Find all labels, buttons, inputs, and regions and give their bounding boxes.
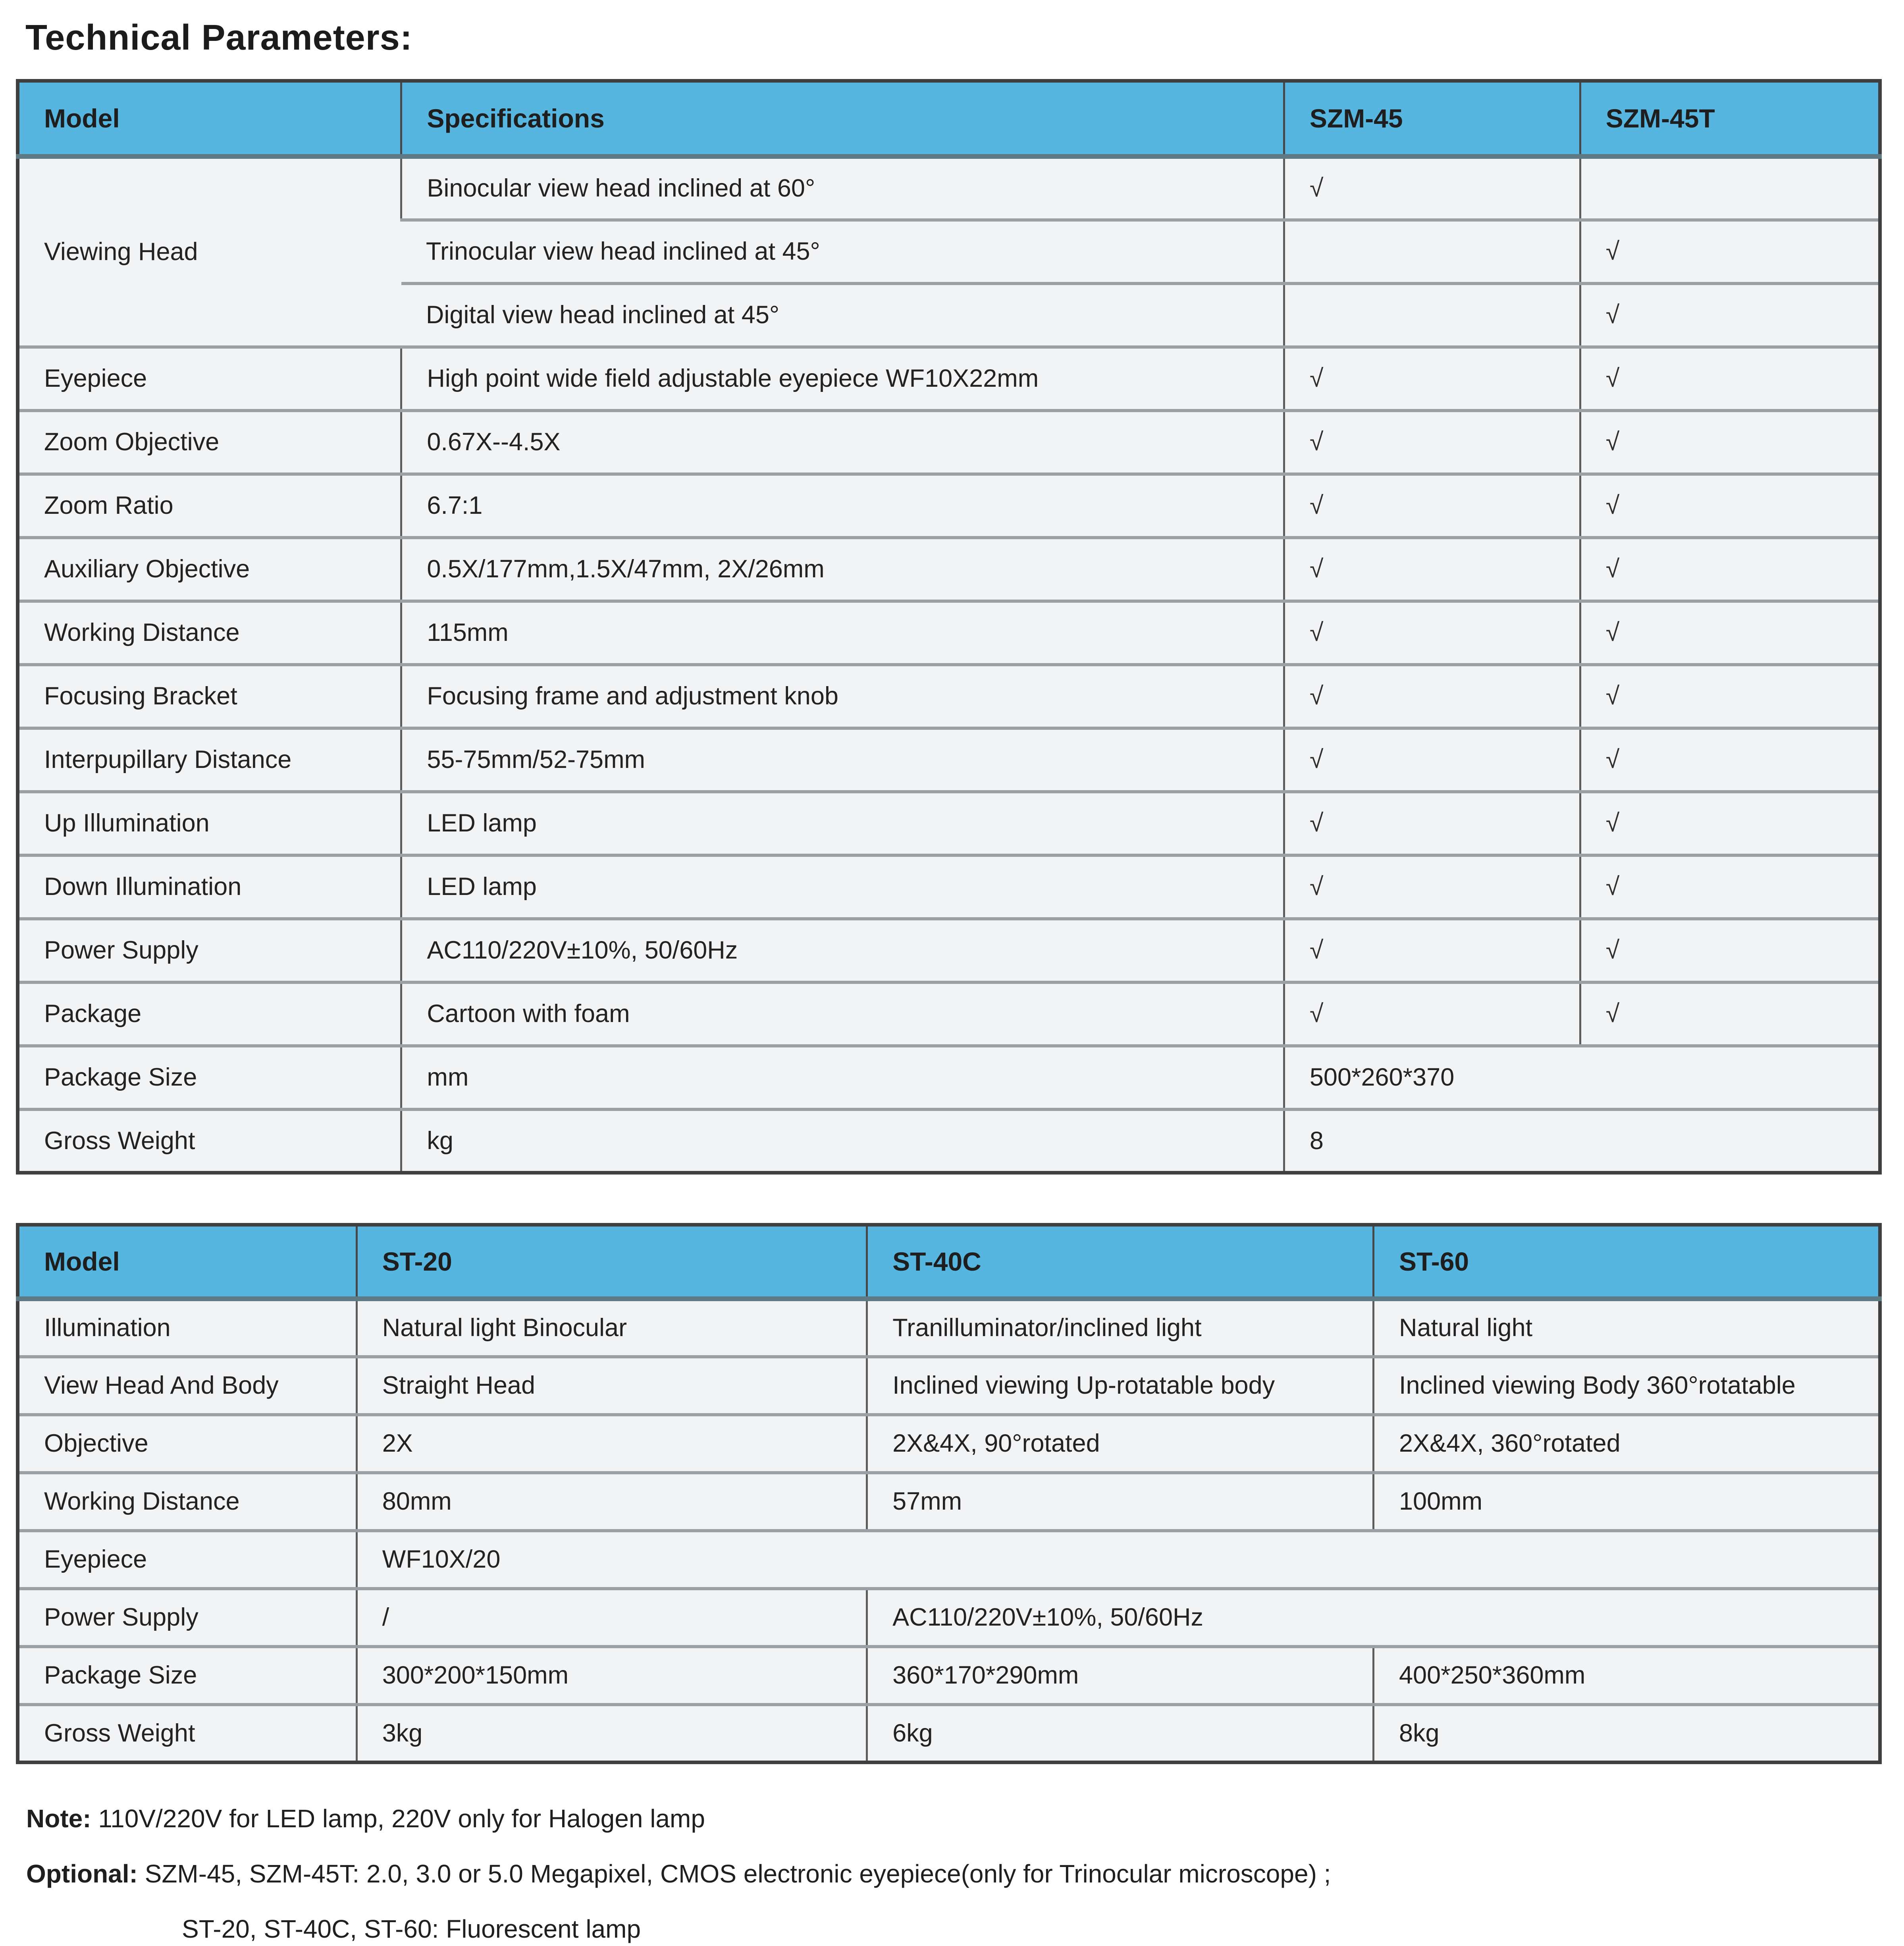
note-text: 110V/220V for LED lamp, 220V only for Halogen lamp [98, 1804, 705, 1833]
cell-st60-value: 400*250*360mm [1374, 1647, 1880, 1705]
cell-specification: LED lamp [401, 855, 1284, 919]
cell-merged-value: 8 [1284, 1109, 1880, 1173]
cell-szm45t-check: √ [1580, 792, 1880, 855]
cell-szm45-check: √ [1284, 347, 1580, 411]
cell-model-label: Eyepiece [18, 1531, 357, 1589]
cell-szm45t-check: √ [1580, 474, 1880, 538]
cell-st20-value: 80mm [357, 1473, 867, 1531]
cell-szm45-check: √ [1284, 474, 1580, 538]
table-row [18, 1299, 1880, 1357]
cell-szm45-check: √ [1284, 538, 1580, 601]
cell-specification: 115mm [401, 601, 1284, 665]
cell-st40c-value: 360*170*290mm [867, 1647, 1374, 1705]
technical-parameters-table-szm [16, 79, 1882, 1175]
cell-szm45-check: √ [1284, 411, 1580, 474]
table-row [18, 1473, 1880, 1531]
cell-model-label: Package Size [18, 1647, 357, 1705]
table-header-row [18, 81, 1880, 156]
table-row [18, 347, 1880, 411]
table-row [18, 1531, 1880, 1589]
cell-st20-value: Straight Head [357, 1357, 867, 1415]
cell-st40c-value: Inclined viewing Up-rotatable body [867, 1357, 1374, 1415]
cell-st40c-value: Tranilluminator/inclined light [867, 1299, 1374, 1357]
cell-model-label: Working Distance [18, 1473, 357, 1531]
cell-st20-value: 2X [357, 1415, 867, 1473]
cell-szm45t-check: √ [1580, 284, 1880, 347]
cell-st20-value: Natural light Binocular [357, 1299, 867, 1357]
cell-merged-value: 500*260*370 [1284, 1046, 1880, 1109]
table-row [18, 855, 1880, 919]
cell-st40c-value: 57mm [867, 1473, 1374, 1531]
cell-szm45-check: √ [1284, 919, 1580, 982]
cell-merged-value: AC110/220V±10%, 50/60Hz [867, 1589, 1880, 1647]
cell-model-label: Interpupillary Distance [18, 728, 401, 792]
table-row [18, 474, 1880, 538]
cell-szm45t-check: √ [1580, 982, 1880, 1046]
table-row [18, 1357, 1880, 1415]
note-label: Note: [26, 1804, 91, 1833]
cell-model-label: Viewing Head [18, 156, 401, 347]
cell-st60-value: Natural light [1374, 1299, 1880, 1357]
cell-specification: 0.67X--4.5X [401, 411, 1284, 474]
cell-specification: Focusing frame and adjustment knob [401, 665, 1284, 728]
cell-szm45-check: √ [1284, 601, 1580, 665]
table-row [18, 538, 1880, 601]
cell-specification: Cartoon with foam [401, 982, 1284, 1046]
cell-st20-value: 3kg [357, 1705, 867, 1763]
table-row [18, 728, 1880, 792]
cell-model-label: Zoom Objective [18, 411, 401, 474]
header-st40c: ST-40C [867, 1225, 1374, 1299]
header-model: Model [18, 81, 401, 156]
cell-st60-value: 8kg [1374, 1705, 1880, 1763]
cell-szm45t-check: √ [1580, 919, 1880, 982]
table-row [18, 601, 1880, 665]
cell-szm45-check: √ [1284, 792, 1580, 855]
page-title: Technical Parameters: [25, 18, 412, 58]
cell-szm45-check: √ [1284, 982, 1580, 1046]
table-row [18, 1415, 1880, 1473]
cell-szm45-check: √ [1284, 855, 1580, 919]
cell-szm45t-check: √ [1580, 347, 1880, 411]
cell-specification: AC110/220V±10%, 50/60Hz [401, 919, 1284, 982]
table-row [18, 919, 1880, 982]
cell-st40c-value: 6kg [867, 1705, 1374, 1763]
optional-text: SZM-45, SZM-45T: 2.0, 3.0 or 5.0 Megapixel, CMOS electronic eyepiece(only for Trinocular microscope) ; [145, 1859, 1331, 1888]
header-st60: ST-60 [1374, 1225, 1880, 1299]
cell-st60-value: Inclined viewing Body 360°rotatable [1374, 1357, 1880, 1415]
table-header-row [18, 1225, 1880, 1299]
cell-specification: Trinocular view head inclined at 45° [401, 220, 1284, 284]
cell-model-label: Objective [18, 1415, 357, 1473]
table-row [18, 1705, 1880, 1763]
table-row [18, 665, 1880, 728]
table-row [18, 1046, 1880, 1109]
cell-model-label: Auxiliary Objective [18, 538, 401, 601]
header-specifications: Specifications [401, 81, 1284, 156]
cell-specification: High point wide field adjustable eyepiece WF10X22mm [401, 347, 1284, 411]
cell-st60-value: 2X&4X, 360°rotated [1374, 1415, 1880, 1473]
cell-specification: 6.7:1 [401, 474, 1284, 538]
cell-st40c-value: 2X&4X, 90°rotated [867, 1415, 1374, 1473]
cell-model-label: Eyepiece [18, 347, 401, 411]
cell-st60-value: 100mm [1374, 1473, 1880, 1531]
cell-model-label: Package [18, 982, 401, 1046]
note-line [26, 1802, 1883, 1835]
cell-szm45t-check: √ [1580, 855, 1880, 919]
cell-st20-value: 300*200*150mm [357, 1647, 867, 1705]
table-row [18, 792, 1880, 855]
cell-specification: 0.5X/177mm,1.5X/47mm, 2X/26mm [401, 538, 1284, 601]
cell-model-label: Zoom Ratio [18, 474, 401, 538]
cell-specification: LED lamp [401, 792, 1284, 855]
table-row [18, 411, 1880, 474]
cell-model-label: Package Size [18, 1046, 401, 1109]
cell-szm45-check: √ [1284, 156, 1580, 220]
optional-line-2 [182, 1913, 1883, 1946]
cell-specification: Binocular view head inclined at 60° [401, 156, 1284, 220]
cell-szm45t-check: √ [1580, 601, 1880, 665]
cell-szm45-check [1284, 220, 1580, 284]
cell-model-label: Up Illumination [18, 792, 401, 855]
cell-model-label: Down Illumination [18, 855, 401, 919]
cell-szm45t-check: √ [1580, 411, 1880, 474]
notes-section [26, 1802, 1883, 1946]
table-row [18, 982, 1880, 1046]
cell-model-label: Power Supply [18, 919, 401, 982]
cell-model-label: Working Distance [18, 601, 401, 665]
cell-szm45t-check: √ [1580, 665, 1880, 728]
cell-specification: mm [401, 1046, 1284, 1109]
optional-text-2: ST-20, ST-40C, ST-60: Fluorescent lamp [182, 1915, 641, 1944]
technical-parameters-table-st [16, 1223, 1882, 1764]
table-row [18, 1109, 1880, 1173]
header-szm45t: SZM-45T [1580, 81, 1880, 156]
cell-model-label: Power Supply [18, 1589, 357, 1647]
cell-st20-value: / [357, 1589, 867, 1647]
cell-model-label: Gross Weight [18, 1705, 357, 1763]
cell-model-label: Focusing Bracket [18, 665, 401, 728]
optional-label: Optional: [26, 1859, 138, 1888]
cell-specification: kg [401, 1109, 1284, 1173]
cell-model-label: Gross Weight [18, 1109, 401, 1173]
cell-specification: 55-75mm/52-75mm [401, 728, 1284, 792]
cell-merged-value: WF10X/20 [357, 1531, 1880, 1589]
header-st20: ST-20 [357, 1225, 867, 1299]
cell-szm45t-check: √ [1580, 220, 1880, 284]
table-row [18, 1647, 1880, 1705]
cell-szm45-check: √ [1284, 665, 1580, 728]
cell-specification: Digital view head inclined at 45° [401, 284, 1284, 347]
cell-model-label: View Head And Body [18, 1357, 357, 1415]
header-szm45: SZM-45 [1284, 81, 1580, 156]
cell-szm45t-check [1580, 156, 1880, 220]
cell-model-label: Illumination [18, 1299, 357, 1357]
cell-szm45t-check: √ [1580, 728, 1880, 792]
table-row [18, 156, 1880, 220]
header-model: Model [18, 1225, 357, 1299]
optional-line [26, 1857, 1883, 1890]
cell-szm45-check [1284, 284, 1580, 347]
cell-szm45-check: √ [1284, 728, 1580, 792]
table-row [18, 1589, 1880, 1647]
cell-szm45t-check: √ [1580, 538, 1880, 601]
